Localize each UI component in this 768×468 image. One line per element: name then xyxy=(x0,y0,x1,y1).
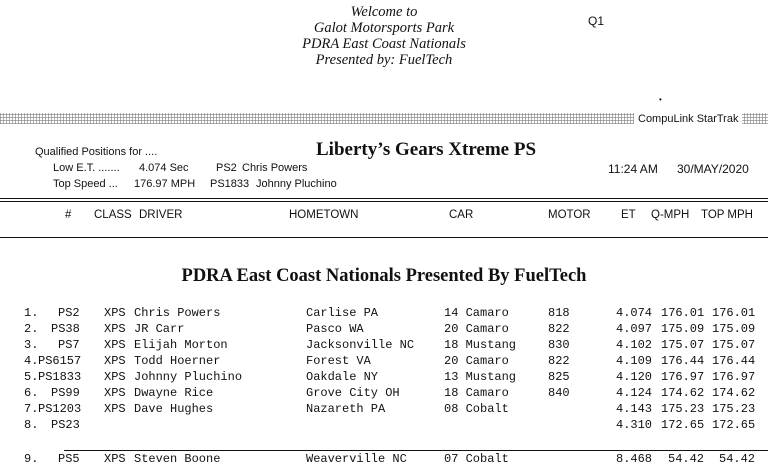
race-title: Liberty’s Gears Xtreme PS xyxy=(316,139,537,160)
row-hometown: Forest VA xyxy=(306,354,371,368)
row-topmph: 176.97 xyxy=(712,370,756,384)
row-pos: 1. xyxy=(24,306,39,320)
row-qmph: 175.07 xyxy=(661,338,705,352)
row-motor: 822 xyxy=(548,322,570,336)
col-num: # xyxy=(65,209,72,221)
welcome-line: Galot Motorsports Park xyxy=(313,20,455,36)
system-label: CompuLink StarTrak xyxy=(634,113,742,125)
top-speed-value: 176.97 MPH xyxy=(134,178,196,190)
row-hometown: Nazareth PA xyxy=(306,402,386,416)
row-qmph: 172.65 xyxy=(661,418,705,432)
low-et-label: Low E.T. ....... xyxy=(53,162,120,174)
row-class: XPS xyxy=(104,402,126,416)
row-driver: JR Carr xyxy=(134,322,185,336)
row-topmph: 175.23 xyxy=(712,402,756,416)
row-topmph: 172.65 xyxy=(712,418,756,432)
welcome-line: Welcome to xyxy=(350,4,418,20)
row-et: 4.102 xyxy=(616,338,653,352)
row-driver: Todd Hoerner xyxy=(134,354,221,368)
welcome-line: Presented by: FuelTech xyxy=(315,52,453,68)
row-num: PS2 xyxy=(58,306,80,320)
top-speed-label: Top Speed ... xyxy=(53,178,118,190)
row-num: PS23 xyxy=(51,418,80,432)
table-row xyxy=(0,322,768,338)
row-class: XPS xyxy=(104,354,126,368)
row-car: 07 Cobalt xyxy=(444,452,509,466)
row-num: PS99 xyxy=(51,386,80,400)
row-hometown: Oakdale NY xyxy=(306,370,379,384)
row-class: XPS xyxy=(104,338,126,352)
row-motor: 822 xyxy=(548,354,570,368)
table-row xyxy=(0,402,768,418)
row-car: 13 Mustang xyxy=(444,370,517,384)
row-qmph: 174.62 xyxy=(661,386,705,400)
table-row xyxy=(0,452,768,468)
row-car: 14 Camaro xyxy=(444,306,509,320)
divider-top xyxy=(0,198,768,199)
row-qmph: 176.97 xyxy=(661,370,705,384)
row-car: 20 Camaro xyxy=(444,322,509,336)
table-row xyxy=(0,418,768,434)
col-qmph: Q-MPH xyxy=(651,209,690,221)
row-driver: Johnny Pluchino xyxy=(134,370,243,384)
row-motor: 825 xyxy=(548,370,570,384)
row-et: 4.074 xyxy=(616,306,653,320)
low-et-car: PS2 xyxy=(216,162,237,174)
row-motor: 830 xyxy=(548,338,570,352)
row-separator xyxy=(64,450,768,451)
table-row xyxy=(0,354,768,370)
col-motor: MOTOR xyxy=(548,209,591,221)
row-driver: Dwayne Rice xyxy=(134,386,214,400)
row-class: XPS xyxy=(104,306,126,320)
row-topmph: 176.44 xyxy=(712,354,756,368)
row-car: 08 Cobalt xyxy=(444,402,509,416)
timestamp-date: 30/MAY/2020 xyxy=(677,162,749,176)
row-pos: 6. xyxy=(24,386,39,400)
row-qmph: 176.01 xyxy=(661,306,705,320)
row-et: 4.143 xyxy=(616,402,653,416)
row-pos: 4. xyxy=(24,354,39,368)
row-motor: 818 xyxy=(548,306,570,320)
row-et: 4.109 xyxy=(616,354,653,368)
row-topmph: 176.01 xyxy=(712,306,756,320)
scan-mark: • xyxy=(659,95,662,104)
welcome-header xyxy=(0,4,768,68)
row-motor: 840 xyxy=(548,386,570,400)
row-class: XPS xyxy=(104,386,126,400)
row-num: PS38 xyxy=(51,322,80,336)
col-car: CAR xyxy=(449,209,474,221)
row-et: 4.124 xyxy=(616,386,653,400)
row-pos: 9. xyxy=(24,452,39,466)
row-pos: 2. xyxy=(24,322,39,336)
event-title: PDRA East Coast Nationals Presented By FuelTech xyxy=(181,266,587,286)
row-topmph: 54.42 xyxy=(719,452,756,466)
row-qmph: 54.42 xyxy=(668,452,705,466)
row-car: 18 Mustang xyxy=(444,338,517,352)
row-num: PS1203 xyxy=(38,402,82,416)
top-speed-driver: Johnny Pluchino xyxy=(256,178,337,190)
qualified-label: Qualified Positions for .... xyxy=(35,146,158,158)
row-hometown: Weaverville NC xyxy=(306,452,407,466)
table-row xyxy=(0,386,768,402)
table-row xyxy=(0,370,768,386)
row-car: 18 Camaro xyxy=(444,386,509,400)
row-driver: Chris Powers xyxy=(134,306,221,320)
row-topmph: 175.07 xyxy=(712,338,756,352)
row-class: XPS xyxy=(104,370,126,384)
col-topmph: TOP MPH xyxy=(701,209,753,221)
low-et-value: 4.074 Sec xyxy=(139,162,189,174)
row-class: XPS xyxy=(104,452,126,466)
low-et-driver: Chris Powers xyxy=(242,162,308,174)
row-driver: Dave Hughes xyxy=(134,402,214,416)
row-qmph: 175.23 xyxy=(661,402,705,416)
row-class: XPS xyxy=(104,322,126,336)
row-hometown: Carlise PA xyxy=(306,306,379,320)
row-et: 4.310 xyxy=(616,418,653,432)
top-speed-car: PS1833 xyxy=(210,178,250,190)
col-class: CLASS xyxy=(94,209,132,221)
row-car: 20 Camaro xyxy=(444,354,509,368)
col-driver: DRIVER xyxy=(139,209,183,221)
row-driver: Steven Boone xyxy=(134,452,221,466)
table-row xyxy=(0,306,768,322)
row-pos: 5. xyxy=(24,370,39,384)
page-code: Q1 xyxy=(588,14,605,28)
row-hometown: Jacksonville NC xyxy=(306,338,415,352)
timestamp-time: 11:24 AM xyxy=(608,162,658,176)
row-topmph: 174.62 xyxy=(712,386,756,400)
row-qmph: 175.09 xyxy=(661,322,705,336)
row-qmph: 176.44 xyxy=(661,354,705,368)
row-hometown: Grove City OH xyxy=(306,386,400,400)
row-et: 8.468 xyxy=(616,452,653,466)
col-et: ET xyxy=(621,209,636,221)
row-driver: Elijah Morton xyxy=(134,338,228,352)
row-topmph: 175.09 xyxy=(712,322,756,336)
row-pos: 8. xyxy=(24,418,39,432)
table-row xyxy=(0,338,768,354)
row-pos: 7. xyxy=(24,402,39,416)
row-et: 4.120 xyxy=(616,370,653,384)
welcome-line: PDRA East Coast Nationals xyxy=(302,36,466,52)
row-num: PS7 xyxy=(58,338,80,352)
row-num: PS1833 xyxy=(38,370,82,384)
row-et: 4.097 xyxy=(616,322,653,336)
divider-top-double xyxy=(0,201,768,202)
row-num: PS5 xyxy=(58,452,80,466)
col-hometown: HOMETOWN xyxy=(289,209,359,221)
row-pos: 3. xyxy=(24,338,39,352)
row-num: PS6157 xyxy=(38,354,82,368)
divider-header xyxy=(0,237,768,238)
row-hometown: Pasco WA xyxy=(306,322,364,336)
